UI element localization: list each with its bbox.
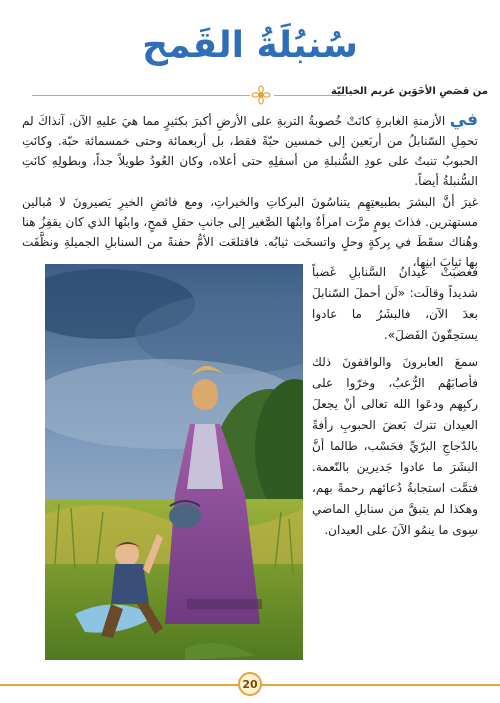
ornament-line-left — [32, 95, 250, 96]
side-paragraph-2: سمعَ العابرونَ والواقفونَ ذلك فأصابَهُم الرُّعبُ، وخرّوا على ركبِهم ودعَوا الله تعالى أنْ يجعلَ العيدان تترك بَعضَ الحبوبِ رأفةً بالدّجاجِ البرّيِّ فحَسْب، طالما أنَّ البشَرَ ما عادوا جَديرين بالنّعمة. فتمَّت استجابةُ دُعائهم رحمةً بهم، وهكذا لم يتبقَّ من سنابلِ الماضي سِوى ما ينمُو الآنَ على العيدان. — [312, 355, 478, 537]
side-paragraph-1: فغضبَتْ عيدانُ السَّنابلِ غَضباً شديداً وقالَت: «لَن أحملَ السّنابلَ بعدَ الآن، فالبشَرُ ما عادوا يستحِقّونَ الفَضلَ». — [312, 265, 478, 342]
side-column-text — [312, 262, 478, 547]
intro-paragraph-text: الأزمنةِ الغابرةِ كانَتْ خُصوبةُ التربةِ على الأرضِ أكبرَ بكثيرٍ مما هيَ عليهِ الآن. آنذاكَ لم تحمِلِ السّنابلُ من أربَعين إلى خمسين حبّةً فقط، بل أربعمائة وحتى خمسمائة حبّة. وكانَتِ الحبوبُ تنبتُ على عودِ السُّنبلةِ من أسفلِهِ حتى أعلاه، وكان العُودُ طويلاً جداً، وبطولِهِ كانَتِ السُّنبلةُ أيضاً. — [22, 114, 478, 188]
mother-and-son-by-wheatfield-illustration — [45, 264, 303, 660]
subtitle-ornament-row — [12, 86, 488, 104]
drop-lead-word: في — [449, 110, 478, 130]
second-paragraph-text: غيرَ أنَّ البشرَ بطبيعتِهِم يتناسُونَ البركاتِ والخيراتِ، ومع فائضِ الخيرِ يَصيرونَ لا مُبالين مستهترين. فذاتَ يومٍ مرَّت امرأةٌ وابنُها الصَّغير إلى جانبِ حقلِ قمحٍ، وابنُها الذي كان يقفِزُ هنا وهُناك سقَطَ في بِركةٍ وحلٍ واتسخَت ثيابُه. فاقتلعَت الأمُّ حفنةً من السنابلِ الجميلةِ ونظَّفَت بها ثيابَ ابنِها، — [22, 195, 478, 269]
page-title: سُنبُلَةُ القَمح — [142, 25, 358, 66]
intro-paragraph — [22, 110, 478, 191]
second-paragraph — [22, 192, 478, 272]
story-illustration — [45, 264, 303, 660]
flower-ornament-icon — [250, 85, 272, 105]
page-number: 20 — [238, 672, 262, 696]
page-subtitle: من قصَصِ الأخَوَين غريم الخياليّة — [330, 86, 488, 97]
